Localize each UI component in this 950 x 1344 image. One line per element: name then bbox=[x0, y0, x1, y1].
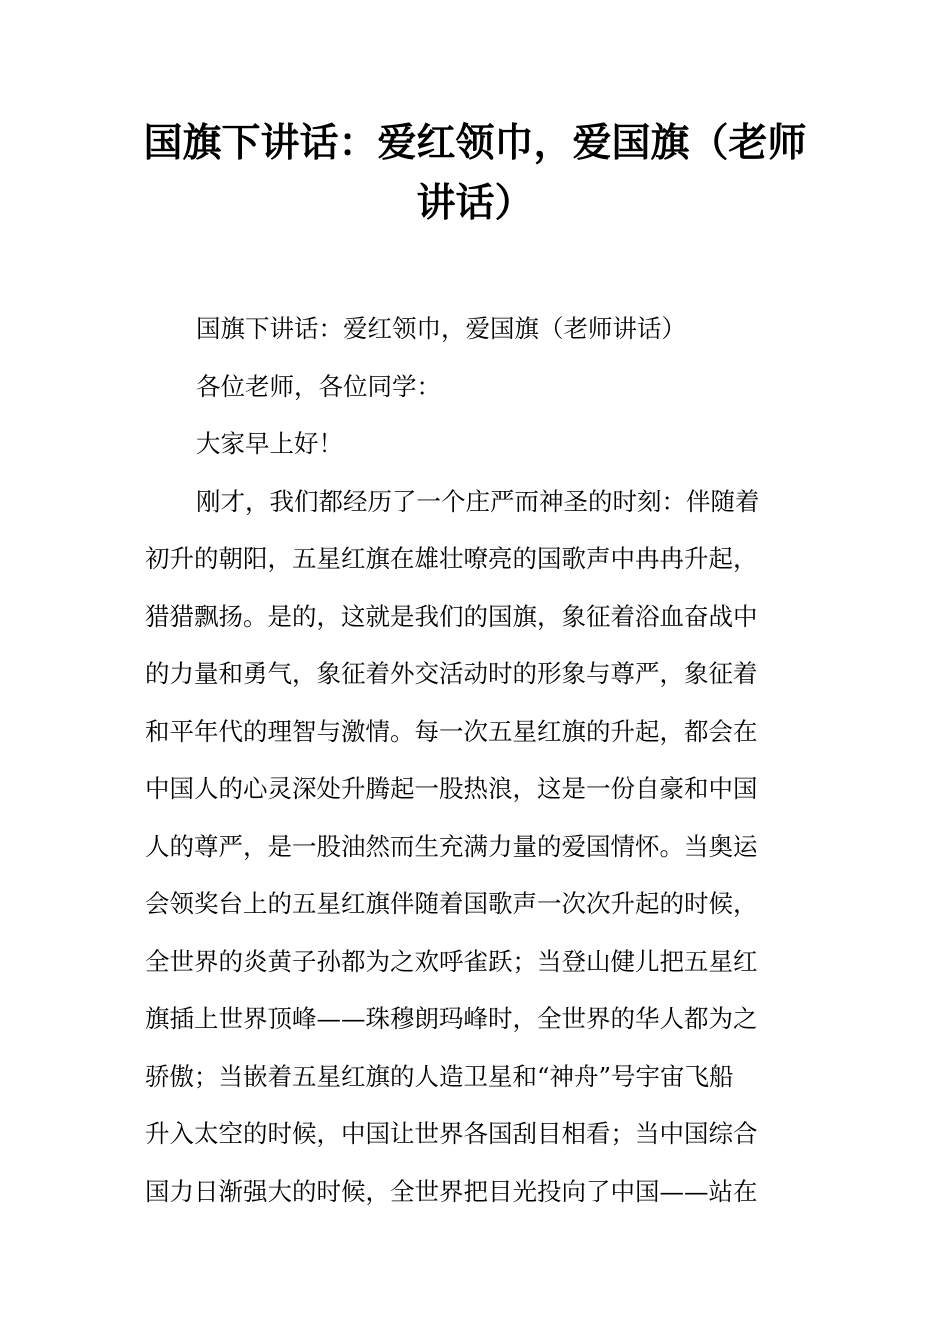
body-line: 猎猎飘扬。是的，这就是我们的国旗，象征着浴血奋战中 bbox=[145, 601, 758, 631]
body-line: 国力日渐强大的时候，全世界把目光投向了中国——站在 bbox=[145, 1176, 758, 1206]
body-line: 和平年代的理智与激情。每一次五星红旗的升起，都会在 bbox=[145, 716, 758, 746]
salutation-paragraph: 各位老师，各位同学： bbox=[196, 371, 441, 401]
body-line: 会领奖台上的五星红旗伴随着国歌声一次次升起的时候， bbox=[145, 889, 758, 918]
body-line: 的力量和勇气，象征着外交活动时的形象与尊严，象征着 bbox=[145, 659, 758, 688]
body-line: 中国人的心灵深处升腾起一股热浪，这是一份自豪和中国 bbox=[145, 774, 758, 803]
body-line: 升入太空的时候，中国让世界各国刮目相看；当中国综合 bbox=[145, 1119, 758, 1148]
body-line: 旗插上世界顶峰——珠穆朗玛峰时，全世界的华人都为之 bbox=[145, 1004, 758, 1033]
document-body bbox=[145, 300, 805, 1220]
body-line: 全世界的炎黄子孙都为之欢呼雀跃；当登山健儿把五星红 bbox=[145, 946, 758, 976]
title-line: 国旗下讲话：爱红领巾，爱国旗（老师 bbox=[143, 121, 807, 166]
subtitle-paragraph: 国旗下讲话：爱红领巾，爱国旗（老师讲话） bbox=[196, 314, 686, 343]
body-line: 刚才，我们都经历了一个庄严而神圣的时刻：伴随着 bbox=[196, 486, 760, 516]
main-paragraph bbox=[145, 473, 805, 1221]
document-title bbox=[130, 114, 820, 234]
greeting-paragraph: 大家早上好！ bbox=[196, 429, 343, 458]
title-line: 讲话） bbox=[416, 181, 534, 226]
body-line: 骄傲；当嵌着五星红旗的人造卫星和“神舟”号宇宙飞船 bbox=[145, 1061, 734, 1091]
body-line: 人的尊严，是一股油然而生充满力量的爱国情怀。当奥运 bbox=[145, 831, 758, 861]
body-line: 初升的朝阳，五星红旗在雄壮嘹亮的国歌声中冉冉升起， bbox=[145, 544, 758, 573]
